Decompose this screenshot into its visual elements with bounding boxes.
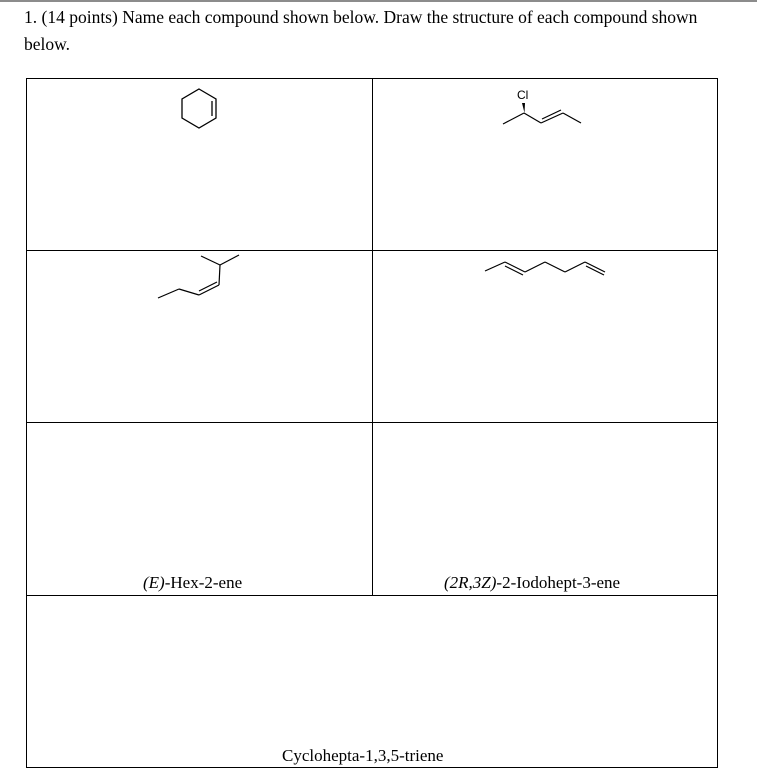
conjugated-diene-structure-icon xyxy=(373,251,719,424)
chlorine-atom-label: Cl xyxy=(517,88,529,102)
top-divider xyxy=(0,0,757,2)
cell-compound-3[interactable] xyxy=(26,250,373,423)
cell-compound-1[interactable] xyxy=(26,78,373,251)
methyl-alkene-structure-icon xyxy=(27,251,374,424)
compound-name-5: (E)-Hex-2-ene xyxy=(143,573,243,592)
cell-compound-6[interactable] xyxy=(372,422,718,596)
answer-grid xyxy=(26,78,718,768)
chloro-alkene-structure-icon xyxy=(373,79,719,252)
cell-compound-7[interactable] xyxy=(26,595,718,768)
cyclohexene-structure-icon xyxy=(27,79,374,252)
cell-compound-4[interactable] xyxy=(372,250,718,423)
compound-name-6: (2R,3Z)-2-Iodohept-3-ene xyxy=(444,573,621,592)
question-text: 1. (14 points) Name each compound shown below. Draw the structure of each compound shown below. xyxy=(24,7,698,54)
cell-compound-5[interactable] xyxy=(26,422,373,596)
compound-name-7: Cyclohepta-1,3,5-triene xyxy=(282,746,444,765)
cell-compound-2[interactable] xyxy=(372,78,718,251)
